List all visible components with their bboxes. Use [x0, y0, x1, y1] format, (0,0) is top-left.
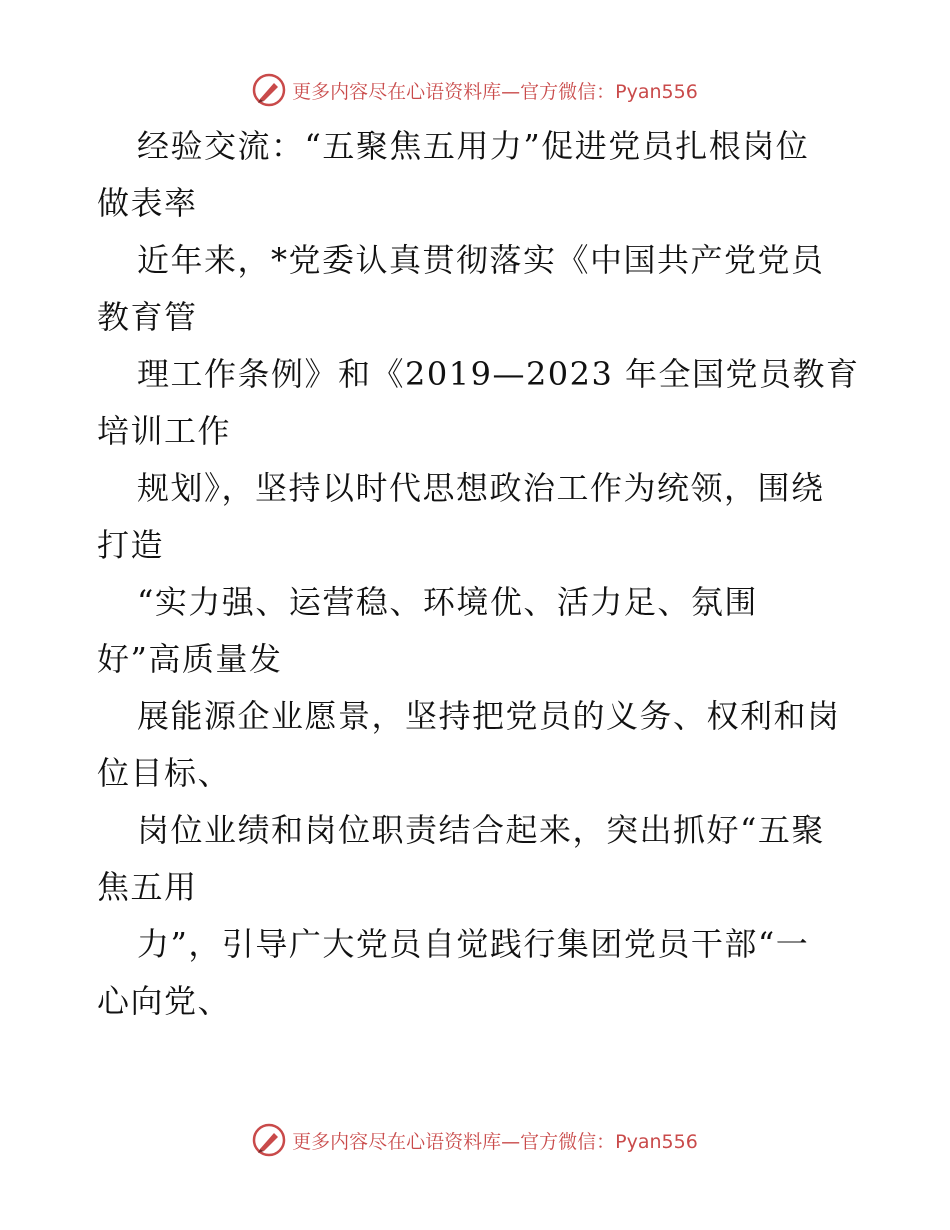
- header-banner: [0, 70, 950, 110]
- paragraph-line: “实力强、运营稳、环境优、活力足、氛围: [137, 583, 758, 621]
- paragraph-line: 培训工作: [97, 412, 232, 450]
- paragraph-line: 焦五用: [97, 868, 198, 906]
- footer-banner-text: 更多内容尽在心语资料库—官方微信：Pyan556: [292, 1130, 698, 1153]
- paragraph-line: 打造: [97, 526, 165, 564]
- pen-logo-icon: [252, 73, 286, 107]
- document-body: [97, 118, 860, 1030]
- paragraph-line: 教育管: [97, 298, 198, 336]
- header-banner-text: 更多内容尽在心语资料库—官方微信：Pyan556: [292, 80, 698, 103]
- paragraph-line: 做表率: [97, 184, 198, 222]
- paragraph-line: 理工作条例》和《2019—2023 年全国党员教育: [137, 355, 860, 393]
- paragraph-line: 展能源企业愿景，坚持把党员的义务、权利和岗: [137, 697, 841, 735]
- paragraph-line: 好”高质量发: [97, 640, 283, 678]
- paragraph-line: 岗位业绩和岗位职责结合起来，突出抓好“五聚: [137, 811, 825, 849]
- footer-banner: [0, 1120, 950, 1160]
- paragraph-line: 心向党、: [97, 982, 232, 1020]
- pen-logo-icon: [252, 1123, 286, 1157]
- paragraph-line: 近年来，*党委认真贯彻落实《中国共产党党员: [137, 241, 825, 279]
- paragraph-line: 力”，引导广大党员自觉践行集团党员干部“一: [137, 925, 810, 963]
- paragraph-line: 经验交流：“五聚焦五用力”促进党员扎根岗位: [137, 127, 810, 165]
- paragraph-line: 规划》，坚持以时代思想政治工作为统领，围绕: [137, 469, 825, 507]
- paragraph-line: 位目标、: [97, 754, 232, 792]
